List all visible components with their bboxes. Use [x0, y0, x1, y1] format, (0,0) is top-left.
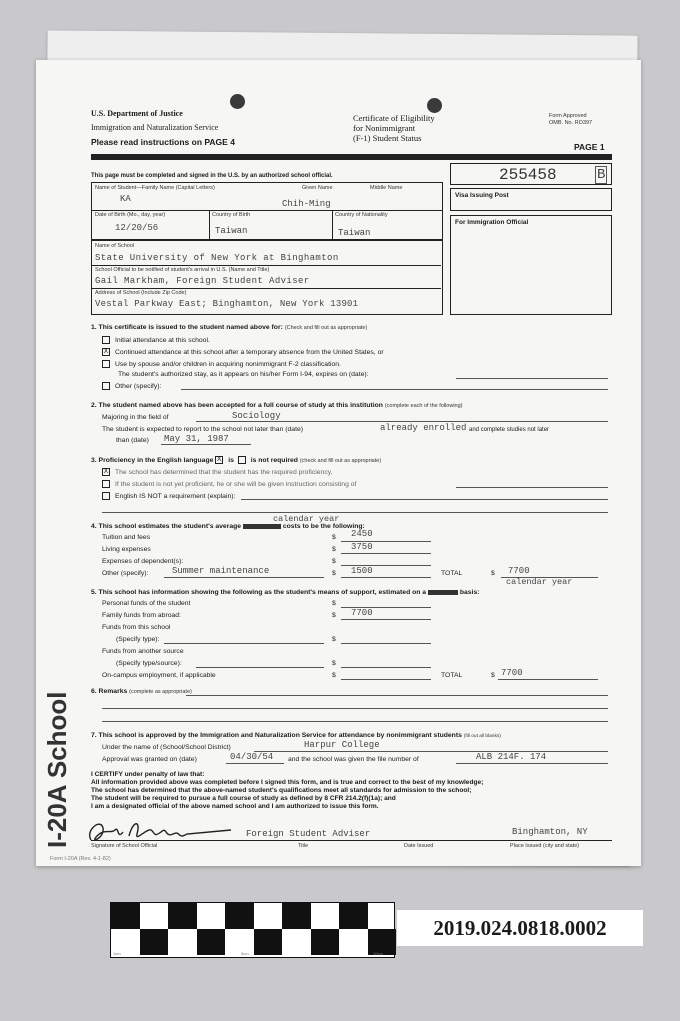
- blank-line: [102, 721, 608, 722]
- omb-block: [549, 113, 592, 127]
- s3-option-c: English IS NOT a requirement (explain):: [102, 492, 235, 500]
- currency: $: [332, 558, 336, 565]
- other-desc: Summer maintenance: [172, 566, 270, 576]
- form-title: [353, 113, 435, 143]
- s3-option-b: If the student is not yet proficient, he or she will be given instruction consisting of: [102, 480, 356, 488]
- scale-square: [168, 903, 197, 929]
- divider: [92, 265, 441, 266]
- blank-line: [181, 389, 608, 390]
- currency: $: [332, 612, 336, 619]
- scale-square: [197, 929, 226, 955]
- currency: $: [332, 600, 336, 607]
- checkbox-not-requirement: [102, 492, 110, 500]
- side-label-text: I-20A School: [42, 691, 72, 848]
- family-funds-label: Family funds from abroad:: [102, 612, 181, 619]
- blank-line: [164, 643, 324, 644]
- scale-label: 10cm: [373, 951, 383, 956]
- s1-option-initial: Initial attendance at this school.: [102, 336, 210, 344]
- blank-line: [456, 487, 608, 488]
- family-name: KA: [120, 194, 131, 204]
- currency: $: [332, 546, 336, 553]
- tuition-label: Tuition and fees: [102, 534, 151, 541]
- s5-total-value: 7700: [501, 668, 523, 678]
- blank-line: [102, 512, 608, 513]
- school-name-label: Name of School: [95, 243, 135, 249]
- s3-option-a: X The school has determined that the student has the required proficiency.: [103, 468, 333, 476]
- blank-line: [341, 553, 431, 554]
- currency: $: [491, 570, 495, 577]
- checkbox-instruction: [102, 480, 110, 488]
- section-2-heading: 2. The student named above has been accepted for a full course of study at this institution (complete each of the following): [91, 402, 463, 409]
- visa-post-box: [450, 188, 612, 211]
- immigration-official-label: For Immigration Official: [455, 219, 529, 226]
- form-i20a: [36, 60, 641, 866]
- blank-line: [196, 667, 324, 668]
- scale-square: [339, 903, 368, 929]
- checkbox-proficient-checked: X: [103, 468, 109, 475]
- other-value: 1500: [351, 566, 373, 576]
- given-name-label: Given Name: [302, 185, 333, 191]
- blank-line: [456, 378, 608, 379]
- blank-line: [226, 763, 284, 764]
- scale-square: [140, 929, 169, 955]
- nationality-value: Taiwan: [338, 228, 371, 238]
- header-rule: [91, 154, 612, 160]
- divider: [92, 288, 441, 289]
- title-line3: (F-1) Student Status: [353, 133, 422, 143]
- s1-authorized-stay: The student's authorized stay, as it appears on his/her Form I-94, expires on (date):: [118, 371, 369, 378]
- official-label: School Official to be notified of student's arrival in U.S. (Name and Title): [95, 267, 270, 273]
- s1-option-spouse: Use by spouse and/or children in acquiring nonimmigrant F-2 classification.: [102, 360, 341, 368]
- place-issued: Binghamton, NY: [512, 827, 588, 837]
- currency: $: [332, 570, 336, 577]
- given-name: Chih-Ming: [282, 199, 331, 209]
- s1-option-other: Other (specify):: [102, 382, 161, 390]
- address-label: Address of School (Include Zip Code): [95, 290, 187, 296]
- checkbox-is-not: [238, 456, 246, 464]
- omb-number: OMB. No. RO397: [549, 120, 593, 126]
- living-value: 3750: [351, 542, 373, 552]
- signature-line: [91, 840, 612, 841]
- dob-value: 12/20/56: [115, 223, 159, 233]
- currency: $: [332, 660, 336, 667]
- title-line1: Certificate of Eligibility: [353, 113, 435, 123]
- blank-line: [254, 751, 608, 752]
- file-number: ALB 214F. 174: [476, 752, 547, 762]
- blank-line: [341, 577, 431, 578]
- approval-row: Approval was granted on (date): [102, 756, 197, 763]
- dob-label: Date of Birth (Mo., day, year): [95, 212, 166, 218]
- school-official: Gail Markham, Foreign Student Adviser: [95, 276, 310, 286]
- instructions-note: Please read instructions on PAGE 4: [91, 137, 235, 147]
- blank-line: [102, 708, 608, 709]
- living-label: Living expenses: [102, 546, 151, 553]
- dependents-label: Expenses of dependent(s):: [102, 558, 184, 565]
- certification-block: [91, 771, 611, 811]
- color-scale-bar: [110, 902, 395, 958]
- blank-line: [456, 763, 608, 764]
- s2-major-row: Majoring in the field of: [102, 414, 169, 421]
- scale-square: [111, 903, 140, 929]
- divider: [332, 210, 333, 239]
- family-name-label: Name of Student—Family Name (Capital Letters): [95, 185, 215, 191]
- school-district-label: Under the name of (School/School District): [102, 744, 231, 751]
- cob-label: Country of Birth: [212, 212, 251, 218]
- another-source-type-label: (Specify type/source):: [116, 660, 182, 667]
- oncampus-label: On-campus employment, if applicable: [102, 672, 216, 679]
- cob-value: Taiwan: [215, 226, 248, 236]
- signature-label: Signature of School Official: [91, 843, 158, 849]
- checkbox-is-checked: X: [216, 456, 222, 463]
- must-be-completed: This page must be completed and signed in the U.S. by an authorized school official.: [91, 173, 333, 179]
- scale-square: [254, 929, 283, 955]
- school-name: State University of New York at Binghamton: [95, 253, 339, 263]
- s2-report-row: The student is expected to report to the school not later than (date): [102, 426, 304, 433]
- blank-line: [161, 444, 251, 445]
- redaction-mark: [243, 524, 281, 529]
- section-6-heading: 6. Remarks (complete as appropriate): [91, 688, 192, 695]
- s2-complete-label: and complete studies not later: [469, 427, 550, 433]
- school-funds-label: Funds from this school: [102, 624, 171, 631]
- divider: [209, 210, 210, 239]
- section-1-heading: 1. This certificate is issued to the student named above for: (Check and fill out as appropriate): [91, 324, 368, 331]
- middle-name-label: Middle Name: [370, 185, 403, 191]
- checkbox-initial: [102, 336, 110, 344]
- total-label: TOTAL: [441, 570, 463, 577]
- nationality-label: Country of Nationality: [335, 212, 388, 218]
- blank-line: [341, 619, 431, 620]
- calendar-year-annotation: calendar year: [506, 577, 573, 587]
- form-approved: Form Approved: [549, 113, 587, 119]
- than-value: May 31, 1987: [164, 434, 229, 444]
- visa-issuing-post-label: Visa Issuing Post: [455, 192, 509, 199]
- school-district-value: Harpur College: [304, 740, 380, 750]
- file-number-label: and the school was given the file number of: [288, 756, 419, 763]
- form-number: 255458: [499, 166, 557, 184]
- family-funds-value: 7700: [351, 608, 373, 618]
- page-label: PAGE 1: [574, 142, 605, 152]
- scale-square: [225, 903, 254, 929]
- blank-line: [186, 695, 608, 696]
- divider: [92, 210, 442, 211]
- blank-line: [341, 679, 431, 680]
- other-label: Other (specify):: [102, 570, 149, 577]
- certify-heading: I CERTIFY under penalty of law that:: [91, 771, 205, 778]
- s2-than-label: than (date): [116, 437, 149, 444]
- form-suffix: B: [597, 167, 606, 183]
- signer-title: Foreign Student Adviser: [246, 829, 371, 839]
- title-line2: for Nonimmigrant: [353, 123, 416, 133]
- s1-option-continued: X Continued attendance at this school after a temporary absence from the United States, or: [103, 348, 384, 356]
- currency: $: [332, 672, 336, 679]
- scale-square: [311, 929, 340, 955]
- section-5-heading: 5. This school has information showing the following as the student's means of support, estimated on a basis:: [91, 589, 480, 596]
- agency-line1: U.S. Department of Justice: [91, 109, 183, 118]
- certify-line1: All information provided above was completed before I signed this form, and is true and correct to the best of my knowledge;: [91, 779, 484, 786]
- section-7-heading: 7. This school is approved by the Immigration and Naturalization Service for attendance by nonimmigrant students (fill out all blanks): [91, 732, 501, 739]
- place-label: Place Issued (city and state): [510, 843, 580, 849]
- form-footer: Form I-20A (Rev. 4-1-82): [50, 856, 111, 862]
- another-source-label: Funds from another source: [102, 648, 184, 655]
- section-3-heading: 3. Proficiency in the English language X is is not required (check and fill out as appropriate): [91, 456, 382, 464]
- punch-hole: [427, 98, 442, 113]
- school-info-box: [91, 240, 443, 315]
- currency: $: [332, 534, 336, 541]
- blank-line: [196, 421, 608, 422]
- certify-line4: I am a designated official of the above named school and I am authorized to issue this form.: [91, 803, 379, 810]
- immigration-official-box: [450, 215, 612, 315]
- checkbox-other: [102, 382, 110, 390]
- section-4-heading: 4. This school estimates the student's average costs to be the following:: [91, 523, 365, 530]
- blank-line: [498, 679, 598, 680]
- title-label: Title: [298, 843, 309, 849]
- student-info-box: [91, 182, 443, 240]
- s4-total-value: 7700: [508, 566, 530, 576]
- school-address: Vestal Parkway East; Binghamton, New York 13901: [95, 299, 359, 309]
- scale-label: 5cm: [241, 951, 249, 956]
- agency-block: [91, 107, 235, 149]
- blank-line: [241, 499, 608, 500]
- personal-funds-label: Personal funds of the student: [102, 600, 191, 607]
- approval-date: 04/30/54: [230, 752, 274, 762]
- date-issued-label: Date Issued: [404, 843, 434, 849]
- agency-line2: Immigration and Naturalization Service: [91, 123, 219, 132]
- calendar-year-annotation: calendar year: [273, 514, 340, 524]
- blank-line: [341, 667, 431, 668]
- blank-line: [341, 643, 431, 644]
- form-number-box: [450, 163, 612, 185]
- scale-square: [282, 903, 311, 929]
- blank-line: [164, 577, 324, 578]
- tuition-value: 2450: [351, 529, 373, 539]
- major-value: Sociology: [232, 411, 281, 421]
- checkbox-continued-checked: X: [103, 348, 109, 355]
- i20a-school-label: [42, 691, 73, 848]
- currency: $: [491, 672, 495, 679]
- school-funds-type-label: (Specify type):: [116, 636, 160, 643]
- scale-label: 1cm: [113, 951, 121, 956]
- accession-number: 2019.024.0818.0002: [397, 910, 643, 946]
- report-value: already enrolled: [380, 423, 467, 433]
- certify-line2: The school has determined that the above-named student's qualifications meet all standards for admission to the school;: [91, 787, 472, 794]
- signature-text: [81, 810, 87, 811]
- checkbox-spouse: [102, 360, 110, 368]
- redaction-mark: [428, 590, 458, 595]
- certify-line3: The student will be required to pursue a full course of study as defined by 8 CFR 214.2(f)(1a); and: [91, 795, 396, 802]
- currency: $: [332, 636, 336, 643]
- total-label: TOTAL: [441, 672, 463, 679]
